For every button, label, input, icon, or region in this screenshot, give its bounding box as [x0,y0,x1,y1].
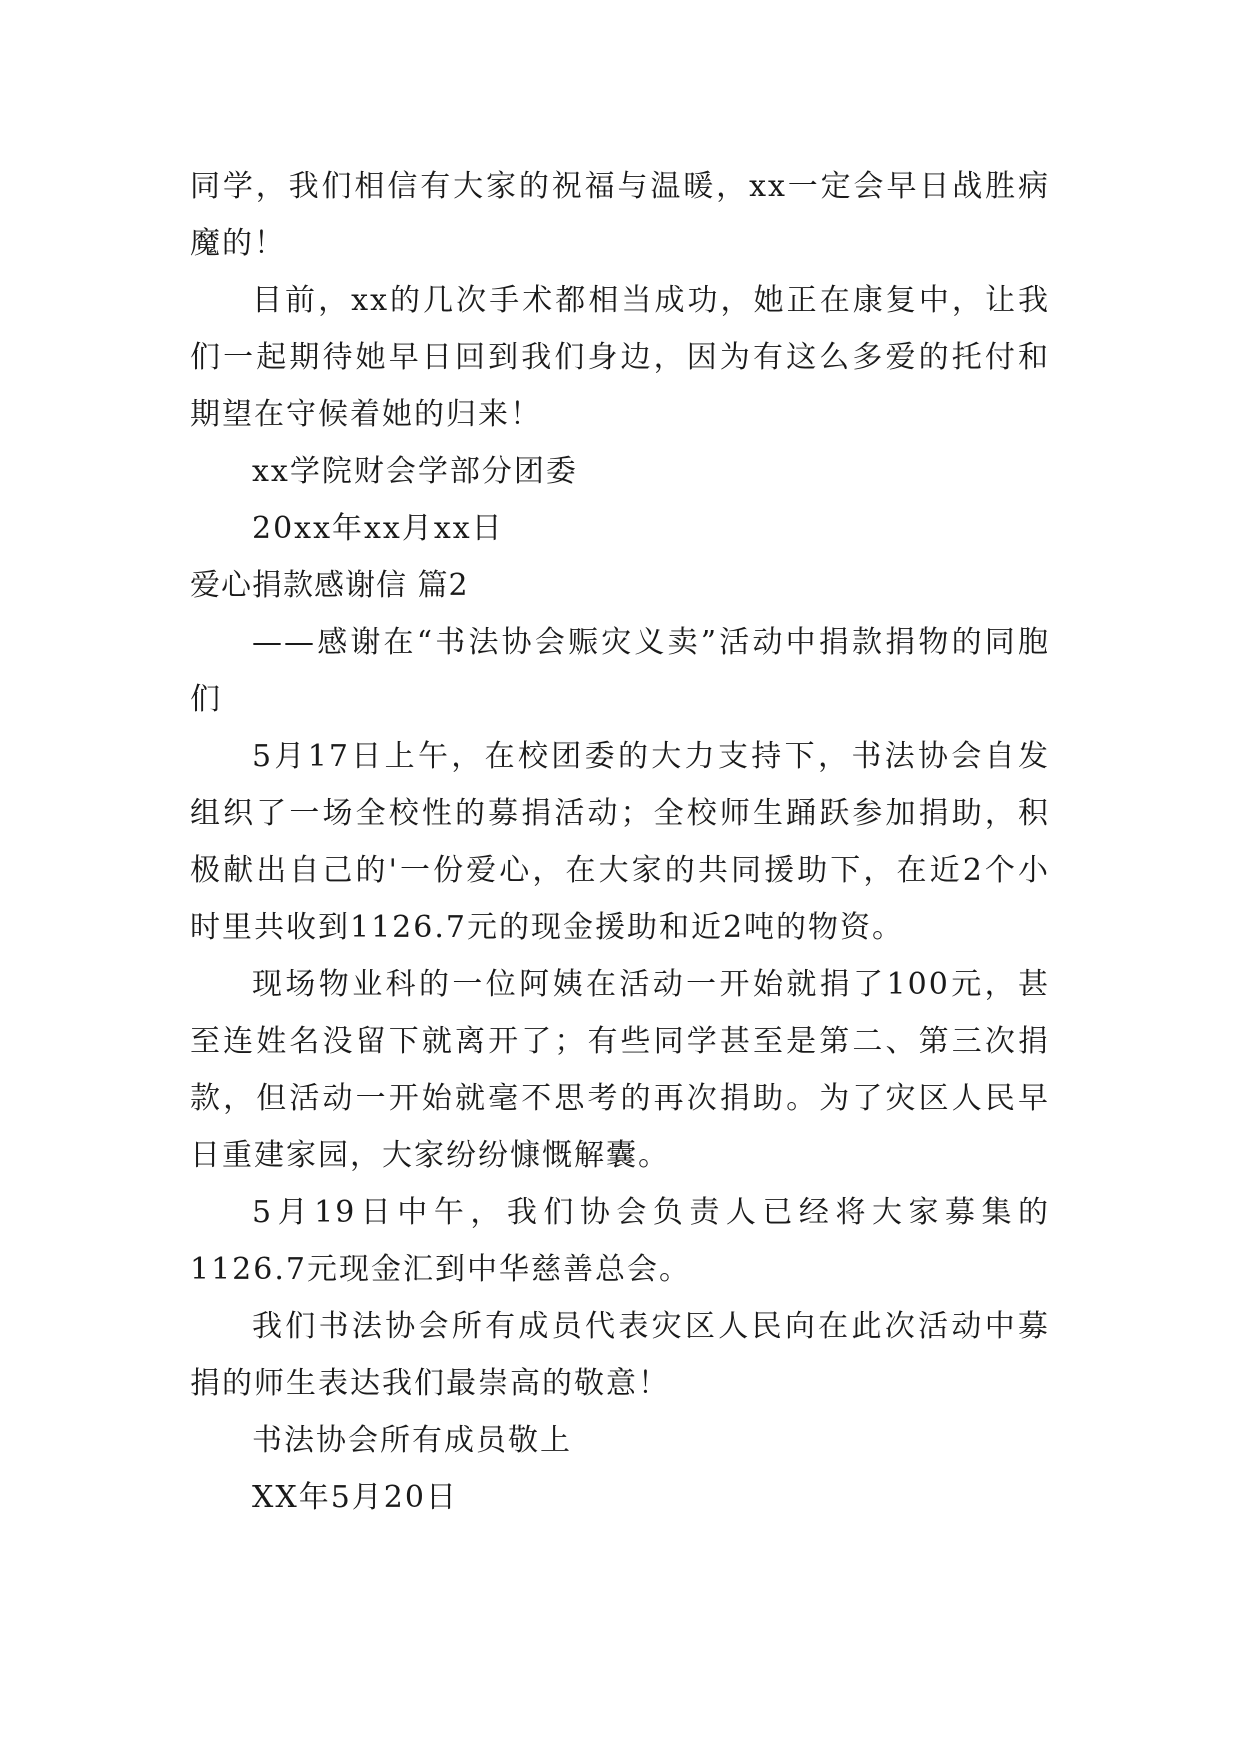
paragraph-remittance: 5月19日中午，我们协会负责人已经将大家募集的1126.7元现金汇到中华慈善总会。 [190,1195,1050,1287]
letter-date: XX年5月20日 [252,1480,458,1515]
letter-subtitle: ——感谢在“书法协会赈灾义卖”活动中捐款捐物的同胞们 [190,625,1050,717]
paragraph-continuation: 同学，我们相信有大家的祝福与温暖，xx一定会早日战胜病魔的！ [190,169,1050,261]
paragraph-recovery-update: 目前，xx的几次手术都相当成功，她正在康复中，让我们一起期待她早日回到我们身边，因为有这么多爱的托付和期望在守候着她的归来！ [190,283,1050,432]
document-body [190,158,1050,1526]
section-heading: 爱心捐款感谢信 篇2 [190,568,469,603]
signature-organization: xx学院财会学部分团委 [252,454,578,489]
paragraph-donation-stories: 现场物业科的一位阿姨在活动一开始就捐了100元，甚至连姓名没留下就离开了；有些同学甚至是第二、第三次捐款，但活动一开始就毫不思考的再次捐助。为了灾区人民早日重建家园，大家纷纷慷慨解囊。 [190,967,1050,1173]
paragraph-gratitude: 我们书法协会所有成员代表灾区人民向在此次活动中募捐的师生表达我们最崇高的敬意！ [190,1309,1050,1401]
letter-signature: 书法协会所有成员敬上 [252,1423,572,1458]
paragraph-event-summary: 5月17日上午，在校团委的大力支持下，书法协会自发组织了一场全校性的募捐活动；全校师生踊跃参加捐助，积极献出自己的'一份爱心，在大家的共同援助下，在近2个小时里共收到1126.7元的现金援助和近2吨的物资。 [190,739,1050,945]
signature-date: 20xx年xx月xx日 [252,511,504,546]
